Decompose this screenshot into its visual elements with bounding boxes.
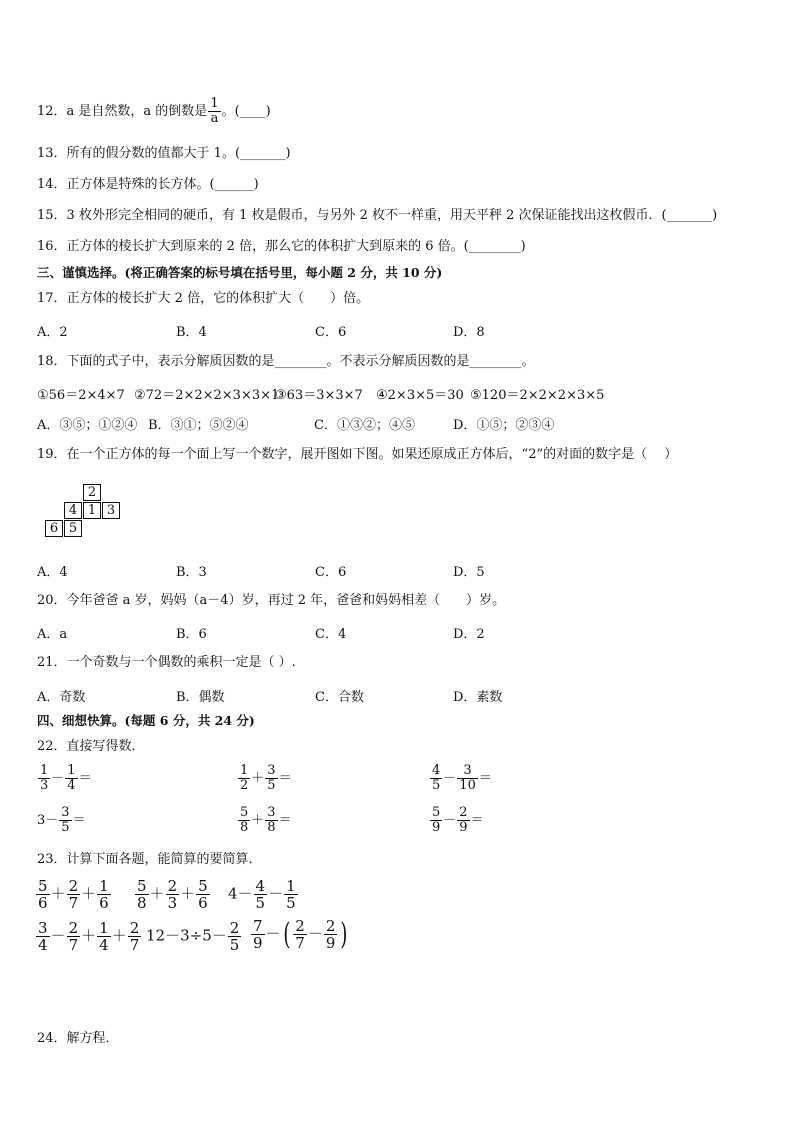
expr-5: $\frac{5}{8}$ ＋ $\frac{3}{8}$ ＝ xyxy=(240,805,292,835)
q17-option-c: C．6 xyxy=(315,325,347,340)
q17-option-b: B．4 xyxy=(176,325,207,340)
q17-option-d: D．8 xyxy=(453,325,485,340)
expr-3: $\frac{4}{5}$ － $\frac{3}{10}$ ＝ xyxy=(432,763,492,793)
question-18-stem: 18．下面的式子中，表示分解质因数的是________。不表示分解质因数的是________。 xyxy=(37,354,535,369)
q20-option-a: A．a xyxy=(37,627,68,642)
q18-option-c: C．①③②；④⑤ xyxy=(314,418,415,433)
expr-1: $\frac{1}{3}$ － $\frac{1}{4}$ ＝ xyxy=(40,763,92,793)
question-21-stem: 21．一个奇数与一个偶数的乘积一定是（ ）. xyxy=(37,655,296,670)
expr-2: $\frac{1}{2}$ ＋ $\frac{3}{5}$ ＝ xyxy=(240,763,292,793)
q18-item-2: ②72＝2×2×2×3×3×1 xyxy=(134,388,280,403)
expr-11: 12－3÷5－ $\frac{2}{5}$ xyxy=(146,919,240,954)
q18-item-4: ④2×3×5＝30 xyxy=(376,388,464,403)
expr-4: 3－ $\frac{3}{5}$ ＝ xyxy=(37,805,86,835)
net-cell: 3 xyxy=(102,502,120,519)
q17-option-a: A．2 xyxy=(37,325,68,340)
question-24-stem: 24．解方程． xyxy=(37,1031,119,1046)
q18-option-d: D．①⑤；②③④ xyxy=(453,418,555,433)
net-cell: 5 xyxy=(64,520,82,537)
q18-option-a: A．③⑤；①②④ xyxy=(37,418,138,433)
question-14: 14．正方体是特殊的长方体。(______) xyxy=(37,177,259,192)
q18-item-3: ③63＝3×3×7 xyxy=(275,388,363,403)
question-16: 16．正方体的棱长扩大到原来的 2 倍，那么它的体积扩大到原来的 6 倍。(________) xyxy=(37,239,526,254)
q20-option-c: C．4 xyxy=(315,627,347,642)
cube-net-diagram xyxy=(42,484,132,542)
question-23-stem: 23．计算下面各题，能简算的要简算． xyxy=(37,852,262,867)
q18-option-b: B．③①；⑤②④ xyxy=(148,418,249,433)
q21-option-d: D．素数 xyxy=(453,690,503,705)
q19-option-b: B．3 xyxy=(176,565,207,580)
q19-option-d: D．5 xyxy=(453,565,485,580)
question-12: 12．a 是自然数，a 的倒数是 $\frac{1}{a}$ 。(____) xyxy=(37,96,271,126)
q21-option-c: C．合数 xyxy=(315,690,364,705)
expr-10: $\frac{3}{4}$ － $\frac{2}{7}$ ＋ $\frac{1}{4}$ ＋ $\frac{2}{7}$ xyxy=(38,919,140,954)
net-cell: 4 xyxy=(64,502,82,519)
net-cell: 1 xyxy=(83,502,101,519)
expr-12: $\frac{7}{9}$ －( $\frac{2}{7}$ － $\frac{2}{9}$ ) xyxy=(253,916,348,952)
question-20-stem: 20．今年爸爸 a 岁，妈妈（a－4）岁，再过 2 年，爸爸和妈妈相差（ ）岁。 xyxy=(37,593,506,608)
fraction: $\frac{1}{a}$ xyxy=(210,96,219,126)
q19-option-c: C．6 xyxy=(315,565,347,580)
question-17-stem: 17．正方体的棱长扩大 2 倍，它的体积扩大（ ）倍。 xyxy=(37,291,370,306)
net-cell: 6 xyxy=(45,520,63,537)
q19-option-a: A．4 xyxy=(37,565,68,580)
q20-option-d: D．2 xyxy=(453,627,485,642)
question-19-stem: 19．在一个正方体的每一个面上写一个数字，展开图如下图。如果还原成正方体后，“2”的对面的数字是（ ） xyxy=(37,447,678,462)
section-3-heading: 三、谨慎选择。(将正确答案的标号填在括号里，每小题 2 分，共 10 分) xyxy=(37,265,443,280)
question-22-stem: 22．直接写得数． xyxy=(37,739,145,754)
net-cell: 2 xyxy=(83,484,101,501)
q21-option-b: B．偶数 xyxy=(176,690,225,705)
section-4-heading: 四、细想快算。(每题 6 分，共 24 分) xyxy=(37,713,255,728)
q20-option-b: B．6 xyxy=(176,627,207,642)
expr-9: 4－ $\frac{4}{5}$ － $\frac{1}{5}$ xyxy=(228,877,296,912)
expr-8: $\frac{5}{8}$ ＋ $\frac{2}{3}$ ＋ $\frac{5}{6}$ xyxy=(137,877,208,912)
question-15: 15．3 枚外形完全相同的硬币，有 1 枚是假币，与另外 2 枚不一样重，用天平秤 2 次保证能找出这枚假币．(_______) xyxy=(37,208,718,223)
q18-item-1: ①56＝2×4×7 xyxy=(37,388,125,403)
expr-7: $\frac{5}{6}$ ＋ $\frac{2}{7}$ ＋ $\frac{1}{6}$ xyxy=(38,877,109,912)
q21-option-a: A．奇数 xyxy=(37,690,86,705)
expr-6: $\frac{5}{9}$ － $\frac{2}{9}$ ＝ xyxy=(432,805,484,835)
q18-item-5: ⑤120＝2×2×2×3×5 xyxy=(470,388,605,403)
question-13: 13．所有的假分数的值都大于 1。(_______) xyxy=(37,146,291,161)
